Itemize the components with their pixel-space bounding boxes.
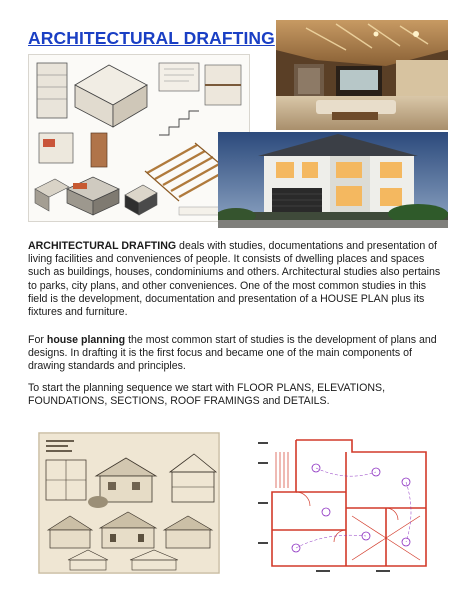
house-planning-body: the most common start of studies is the development of plans and designs. In drafting it is the first focus and became one of the main components of drawing standards and principles. (28, 334, 437, 373)
two-storey-house-image (218, 132, 448, 228)
intro-lead: ARCHITECTURAL DRAFTING (28, 240, 177, 252)
interior-living-room-image (276, 20, 448, 130)
page-title: ARCHITECTURAL DRAFTING (28, 28, 275, 48)
intro-body: deals with studies, documentations and presentation of living facilities and conveniences of people. It consists of dwelling places and spaces such as buildings, houses, condominiums and others. Architectural studies also pertains to parks, city plans, and other conveniences. One of the most common studies in this field is the development, documentation and presentation of a HOUSE PLAN plus its fixtures and furniture. (28, 240, 441, 319)
intro-paragraph (28, 240, 448, 319)
house-planning-lead: house planning (46, 334, 126, 346)
planning-sequence-paragraph (28, 382, 448, 408)
construction-details-image (28, 54, 250, 222)
floor-plan-drawing-image (256, 432, 432, 574)
house-elevation-sheet-image (38, 432, 220, 574)
house-planning-paragraph (28, 334, 448, 374)
house-planning-pre: For (28, 334, 47, 346)
planning-sequence-text: To start the planning sequence we start with FLOOR PLANS, ELEVATIONS, FOUNDATIONS, SECTIONS, ROOF FRAMINGS and DETAILS. (28, 382, 386, 408)
